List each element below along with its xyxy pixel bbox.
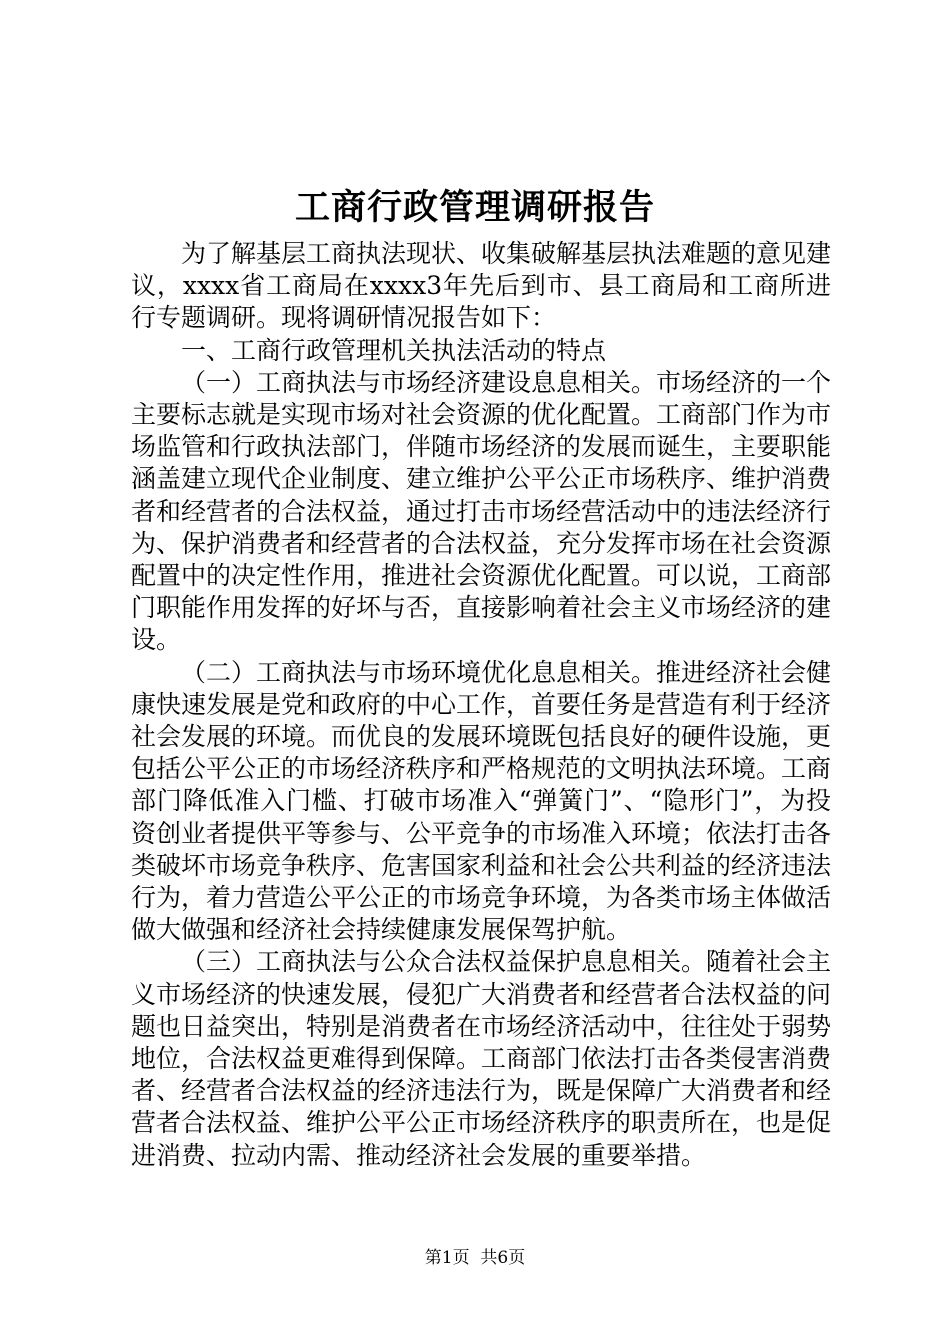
paragraph-1: （一）工商执法与市场经济建设息息相关。市场经济的一个主要标志就是实现市场对社会资源的优化配置。工商部门作为市场监管和行政执法部门，伴随市场经济的发展而诞生，主要职能涵盖建立现代企业制度、建立维护公平公正市场秩序、维护消费者和经营者的合法权益，通过打击市场经营活动中的违法经济行为、保护消费者和经营者的合法权益，充分发挥市场在社会资源配置中的决定性作用，推进社会资源优化配置。可以说，工商部门职能作用发挥的好坏与否，直接影响着社会主义市场经济的建设。 bbox=[131, 367, 832, 655]
intro-paragraph: 为了解基层工商执法现状、收集破解基层执法难题的意见建议，xxxx省工商局在xxxx3年先后到市、县工商局和工商所进行专题调研。现将调研情况报告如下： bbox=[131, 239, 832, 333]
paragraph-3: （三）工商执法与公众合法权益保护息息相关。随着社会主义市场经济的快速发展，侵犯广大消费者和经营者合法权益的问题也日益突出，特别是消费者在市场经济活动中，往往处于弱势地位，合法权益更难得到保障。工商部门依法打击各类侵害消费者、经营者合法权益的经济违法行为，既是保障广大消费者和经营者合法权益、维护公平公正市场经济秩序的职责所在，也是促进消费、拉动内需、推动经济社会发展的重要举措。 bbox=[131, 947, 832, 1170]
page-number: 第1页 bbox=[424, 1248, 470, 1268]
section-heading: 一、工商行政管理机关执法活动的特点 bbox=[181, 335, 607, 365]
paragraph-2: （二）工商执法与市场环境优化息息相关。推进经济社会健康快速发展是党和政府的中心工作，首要任务是营造有利于经济社会发展的环境。而优良的发展环境既包括良好的硬件设施，更包括公平公正的市场经济秩序和严格规范的文明执法环境。工商部门降低准入门槛、打破市场准入“弹簧门”、“隐形门”，为投资创业者提供平等参与、公平竞争的市场准入环境；依法打击各类破坏市场竞争秩序、危害国家利益和社会公共利益的经济违法行为，着力营造公平公正的市场竞争环境，为各类市场主体做活做大做强和经济社会持续健康发展保驾护航。 bbox=[131, 657, 832, 945]
document-body bbox=[131, 238, 831, 1172]
page-footer bbox=[0, 1246, 950, 1270]
page-total: 共6页 bbox=[480, 1248, 526, 1268]
document-title: 工商行政管理调研报告 bbox=[294, 187, 655, 228]
